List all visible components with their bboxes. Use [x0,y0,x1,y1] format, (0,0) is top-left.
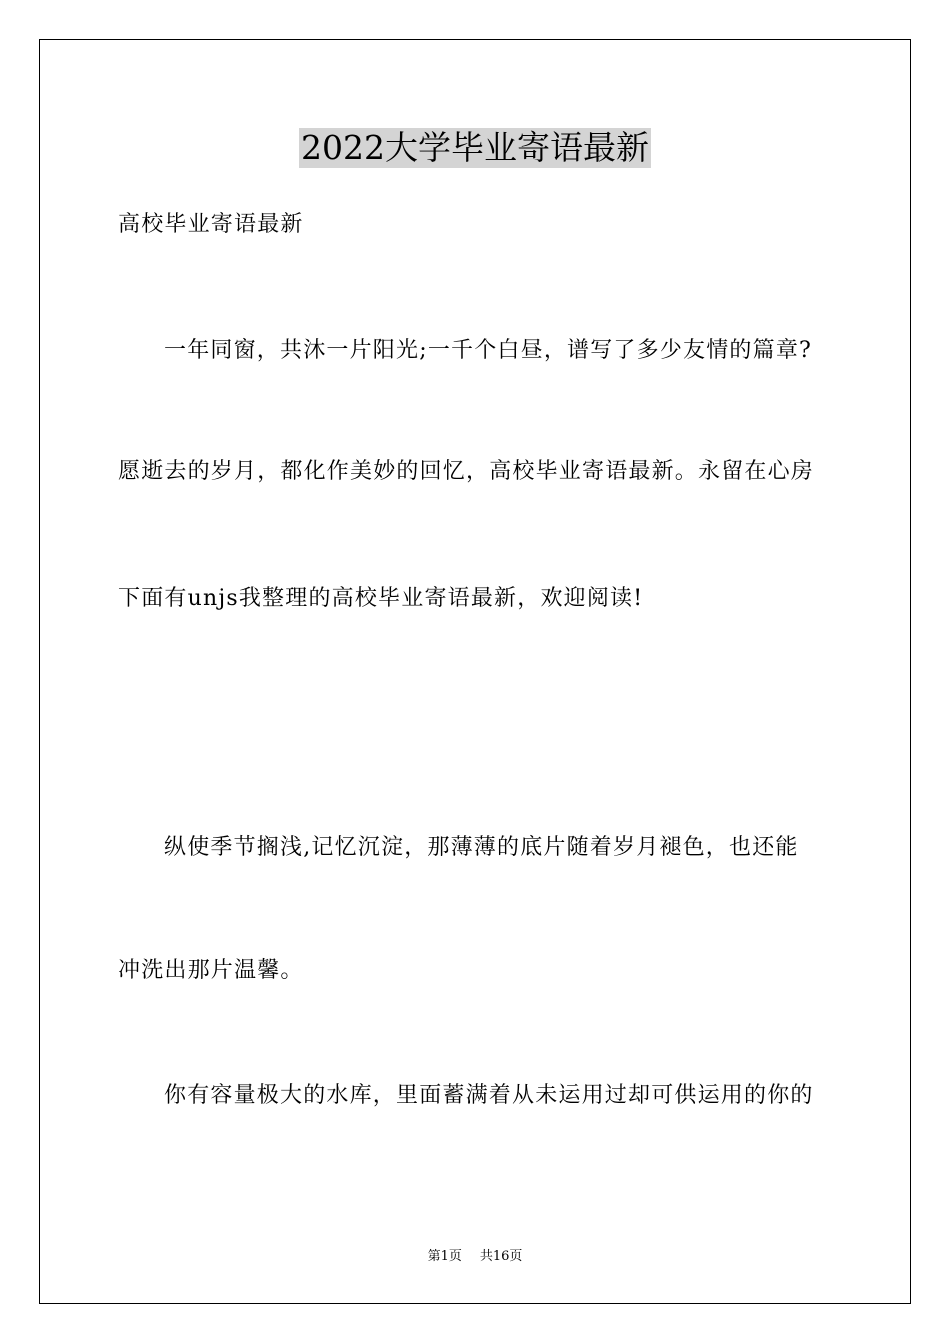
page-total: 共16页 [479,1249,523,1264]
paragraph-line: 下面有unjs我整理的高校毕业寄语最新，欢迎阅读! [118,586,644,611]
paragraph-line: 你有容量极大的水库，里面蓄满着从未运用过却可供运用的你的 [164,1083,814,1108]
paragraph-line: 纵使季节搁浅,记忆沉淀，那薄薄的底片随着岁月褪色，也还能 [164,835,799,860]
subheading: 高校毕业寄语最新 [118,212,304,237]
page-number: 第1页 [427,1249,462,1264]
title-container [0,128,950,168]
paragraph-line: 冲洗出那片温馨。 [118,958,304,983]
paragraph-line: 一年同窗，共沐一片阳光;一千个白昼，谱写了多少友情的篇章? [164,338,813,363]
document-title: 2022大学毕业寄语最新 [301,128,649,167]
page-footer [0,1248,950,1266]
paragraph-line: 愿逝去的岁月，都化作美妙的回忆，高校毕业寄语最新。永留在心房 [118,459,815,484]
